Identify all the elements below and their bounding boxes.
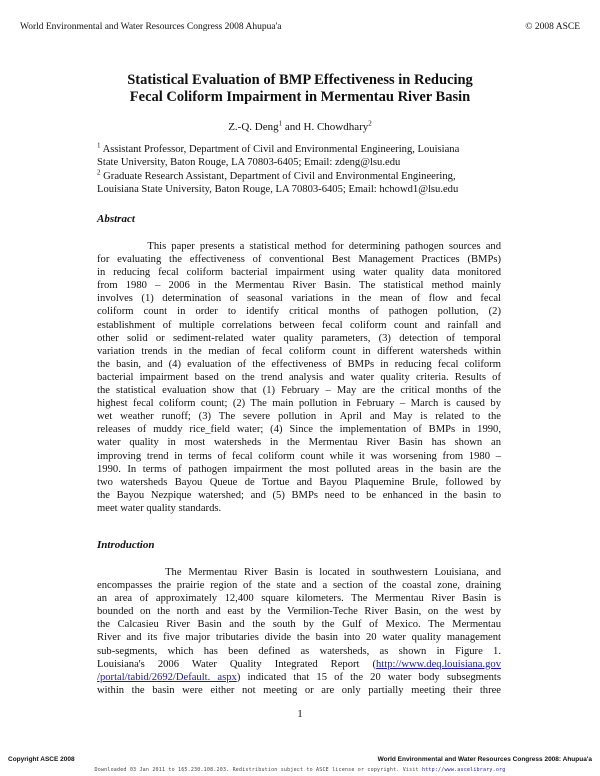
running-header-right: © 2008 ASCE xyxy=(525,22,580,32)
ascelibrary-link[interactable]: http://www.ascelibrary.org xyxy=(421,767,506,773)
author-list xyxy=(0,121,600,133)
introduction-line: encompasses the prairie region of the state and a section of the coastal zone, draining xyxy=(97,580,501,592)
introduction-line: within the basin were either not meeting or are only partially meeting their three xyxy=(97,684,501,696)
author-2: H. Chowdhary xyxy=(303,121,369,133)
abstract-line: for evaluating the effectiveness of conventional Best Management Practices (BMPs) xyxy=(97,254,501,266)
abstract-line: highest fecal coliform count; (2) The main pollution in February – March is caused by xyxy=(97,398,501,410)
abstract-heading: Abstract xyxy=(97,213,135,225)
affiliation-2-line-1: Graduate Research Assistant, Department of Civil and Environmental Engineering, xyxy=(100,171,456,182)
affiliation-2-line-2: Louisiana State University, Baton Rouge, LA 70803-6405; Email: hchowd1@lsu.edu xyxy=(97,184,459,195)
footer-congress: World Environmental and Water Resources Congress 2008: Ahupua'a xyxy=(377,756,592,763)
introduction-line-9-text: ) indicated that 15 of the 20 water body subsegments xyxy=(236,671,501,683)
abstract-line: wet weather runoff; (3) The severe pollution in April and May is related to the xyxy=(97,411,501,423)
abstract-line: variation trends in the median of fecal coliform count in different watersheds within xyxy=(97,345,501,357)
abstract-line: in reducing fecal coliform bacterial impairment using water quality data monitored xyxy=(97,267,501,279)
introduction-line xyxy=(97,658,501,671)
introduction-line-8-text: Louisiana's 2006 Water Quality Integrated Report ( xyxy=(97,658,377,670)
paper-title-line-1: Statistical Evaluation of BMP Effectiveness in Reducing xyxy=(127,72,473,88)
abstract-line: two watersheds Bayou Queue de Tortue and Bayou Plaquemine Brule, followed by xyxy=(97,476,501,488)
deq-report-link-continued[interactable]: /portal/tabid/2692/Default. aspx xyxy=(97,671,237,683)
author-1: Z.-Q. Deng xyxy=(228,121,279,133)
deq-report-link[interactable]: http://www.deq.louisiana.gov xyxy=(376,658,501,670)
abstract-line: the statistical evaluation show that (1) February – May are the critical months of the xyxy=(97,385,501,397)
footer-copyright: Copyright ASCE 2008 xyxy=(8,756,75,763)
abstract-line: the basin, and (4) evaluation of the effectiveness of BMPs in reducing fecal coliform xyxy=(97,358,501,370)
affiliation-2 xyxy=(97,170,501,196)
affiliation-2-superscript: 2 xyxy=(97,168,101,177)
abstract-line: involves (1) determination of seasonal variations in the mean of flow and fecal xyxy=(97,293,501,305)
introduction-line xyxy=(97,671,501,684)
abstract-line: meet water quality standards. xyxy=(97,502,222,514)
abstract-line: from 1980 – 2006 in the Mermentau River Basin. The statistical method mainly xyxy=(97,280,501,292)
download-notice-text: Downloaded 03 Jan 2011 to 165.230.108.203. Redistribution subject to ASCE license or copyright. Visit xyxy=(94,767,422,773)
affiliation-1-line-2: State University, Baton Rouge, LA 70803-6405; Email: zdeng@lsu.edu xyxy=(97,157,401,168)
abstract-body xyxy=(97,240,501,515)
abstract-line: water quality in most watersheds in the Mermentau River Basin has shown an xyxy=(97,437,501,449)
introduction-line: The Mermentau River Basin is located in southwestern Louisiana, and xyxy=(97,567,501,578)
introduction-line: sub-segments, which has been defined as watersheds, as shown in Figure 1. xyxy=(97,645,501,657)
abstract-line: improving trend in terms of fecal coliform count while it was worsening from 1980 – xyxy=(97,450,501,462)
page-number: 1 xyxy=(297,708,303,720)
download-notice xyxy=(0,767,600,773)
introduction-heading: Introduction xyxy=(97,539,155,551)
introduction-line: an area of approximately 12,400 square kilometers. The Mermentau River Basin is xyxy=(97,593,501,605)
abstract-line: 1990. In terms of pathogen impairment the most polluted areas in the basin are the xyxy=(97,463,501,475)
introduction-body xyxy=(97,566,501,697)
abstract-line: establishment of multiple correlations between fecal coliform count and rainfall and xyxy=(97,319,501,331)
abstract-line: other solid or sediment-related water quality parameters, (3) detection of temporal xyxy=(97,332,501,344)
abstract-line: releases of muddy rice_field water; (4) Since the implementation of BMPs in 1990, xyxy=(97,424,501,436)
affiliation-1-line-1: Assistant Professor, Department of Civil and Environmental Engineering, Louisiana xyxy=(100,144,460,155)
affiliation-1 xyxy=(97,143,501,169)
abstract-line: bacterial impairment based on the trend analysis and water quality criteria. Results of xyxy=(97,371,501,383)
author-1-superscript: 1 xyxy=(278,119,283,128)
abstract-line: This paper presents a statistical method for determining pathogen sources and xyxy=(97,241,501,252)
author-2-superscript: 2 xyxy=(368,119,372,128)
paper-title-line-2: Fecal Coliform Impairment in Mermentau River Basin xyxy=(129,89,471,105)
abstract-line: coliform count in order to identify critical months of pathogen pollution, (2) xyxy=(97,306,501,318)
abstract-line: the Bayou Nezpique watershed; and (5) BMPs need to be enhanced in the basin to xyxy=(97,489,501,501)
introduction-line: the Calcasieu River Basin and the south by the Gulf of Mexico. The Mermentau xyxy=(97,619,501,631)
paper-title xyxy=(0,72,600,106)
introduction-line: bounded on the north and east by the Vermilion-Teche River Basin, on the west by xyxy=(97,606,501,618)
introduction-line: River and its five major tributaries divide the basin into 20 water quality management xyxy=(97,632,501,644)
author-separator: and xyxy=(282,121,304,133)
affiliation-1-superscript: 1 xyxy=(97,141,101,150)
running-header-left: World Environmental and Water Resources Congress 2008 Ahupua'a xyxy=(20,22,282,32)
